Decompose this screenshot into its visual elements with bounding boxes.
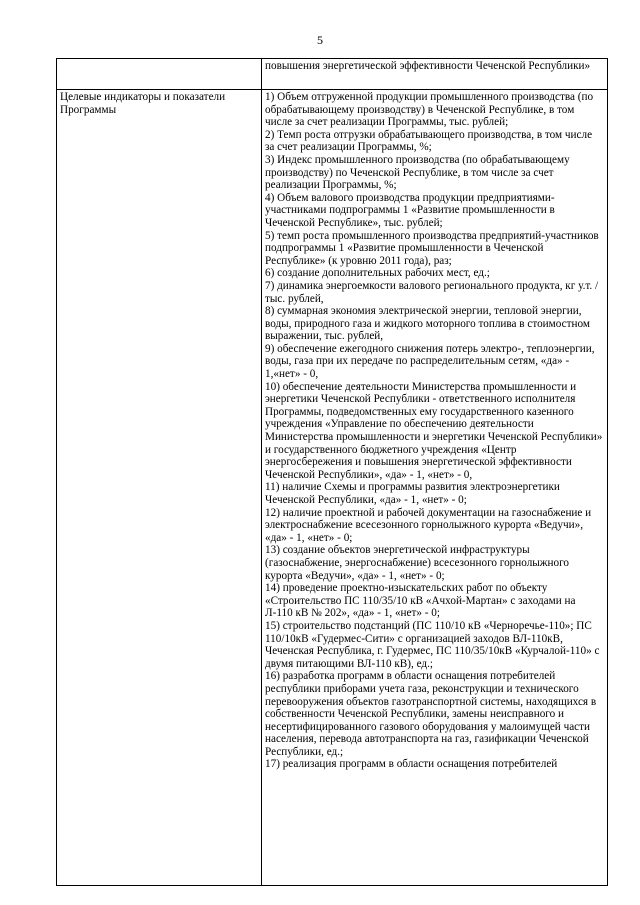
row1-left-cell xyxy=(57,59,262,90)
indicator-item: 14) проведение проектно-изыскательских работ по объекту «Строительство ПС 110/35/10 кВ «Ачхой-Мартан» с заходами на Л-110 кВ № 202», «да» - 1, «нет» - 0; xyxy=(265,582,576,620)
indicator-item: 11) наличие Схемы и программы развития электроэнергетики Чеченской Республики, «да» - 1, «нет» - 0; xyxy=(265,481,560,506)
indicator-item: 5) темп роста промышленного производства предприятий-участников подпрограммы 1 «Развитие промышленности в Чеченской Республике» (к уровню 2011 года), раз; xyxy=(265,229,599,267)
table-row xyxy=(57,90,608,886)
indicator-item: 12) наличие проектной и рабочей документации на газоснабжение и электроснабжение всесезонного горнолыжного курорта «Ведучи», «да» - 1, «нет» - 0; xyxy=(265,506,592,544)
indicator-item: 2) Темп роста отгрузки обрабатывающего производства, в том числе за счет реализации Программы, %; xyxy=(265,128,593,154)
indicator-item: 17) реализация программ в области оснащения потребителей xyxy=(265,758,558,771)
indicator-item: 9) обеспечение ежегодного снижения потерь электро-, теплоэнергии, воды, газа при их передаче по распределительным сетям, «да» - 1,«нет» - 0, xyxy=(265,342,595,381)
indicators-list xyxy=(262,90,608,886)
indicator-item: 7) динамика энергоемкости валового регионального продукта, кг у.т. / тыс. рублей, xyxy=(265,279,599,305)
indicators-heading: Целевые индикаторы и показатели Программы xyxy=(57,90,262,886)
row1-right-cell: повышения энергетической эффективности Чеченской Республики» xyxy=(262,59,608,90)
indicator-item: 3) Индекс промышленного производства (по обрабатывающему производству) по Чеченской Республике, в том числе за счет реализации Программы, %; xyxy=(265,153,570,192)
indicator-item: 13) создание объектов энергетической инфраструктуры (газоснабжение, энергоснабжение) всесезонного горнолыжного курорта «Ведучи», «да» - 1, «нет» - 0; xyxy=(265,544,570,582)
table-row xyxy=(57,59,608,90)
indicator-item: 4) Объем валового производства продукции предприятиями-участниками подпрограммы 1 «Развитие промышленности в Чеченской Республике», тыс. рублей; xyxy=(265,191,555,229)
indicator-item: 1) Объем отгруженной продукции промышленного производства (по обрабатывающему производству) в Чеченской Республике, в том числе за счет реализации Программы, тыс. рублей; xyxy=(265,91,594,129)
indicator-item: 8) суммарная экономия электрической энергии, тепловой энергии, воды, природного газа и жидкого моторного топлива в стоимостном выражении, тыс. рублей, xyxy=(265,305,590,343)
passport-table xyxy=(56,58,608,886)
indicator-item: 15) строительство подстанций (ПС 110/10 кВ «Черноречье-110»; ПС 110/10кВ «Гудермес-Сити» с организацией заходов ВЛ-110кВ, Чеченская Республика, г. Гудермес, ПС 110/35/10кВ «Курчалой-110» с двумя питающими ВЛ-110 кВ), ед.; xyxy=(265,619,600,670)
indicator-item: 16) разработка программ в области оснащения потребителей республики приборами учета газа, реконструкции и технического перевооружения объектов газотранспортной системы, находящихся в собственности Чеченской Республики, замены неисправного и несертифицированного газового оборудования у малоимущей части населения, перевода автотранспорта на газ, газификации Чеченской Республики, ед.; xyxy=(265,670,597,758)
indicator-item: 6) создание дополнительных рабочих мест, ед.; xyxy=(265,267,490,280)
page-number: 5 xyxy=(317,33,323,47)
indicator-item: 10) обеспечение деятельности Министерства промышленности и энергетики Чеченской Республики - ответственного исполнителя Программы, подведомственных ему государственного казенного учреждения «Управление по обеспечению деятельности Министерства промышленности и энергетики Чеченской Республики» и государственного бюджетного учреждения «Центр энергосбережения и повышения энергетической эффективности Чеченской Республики», «да» - 1, «нет» - 0, xyxy=(265,380,603,481)
